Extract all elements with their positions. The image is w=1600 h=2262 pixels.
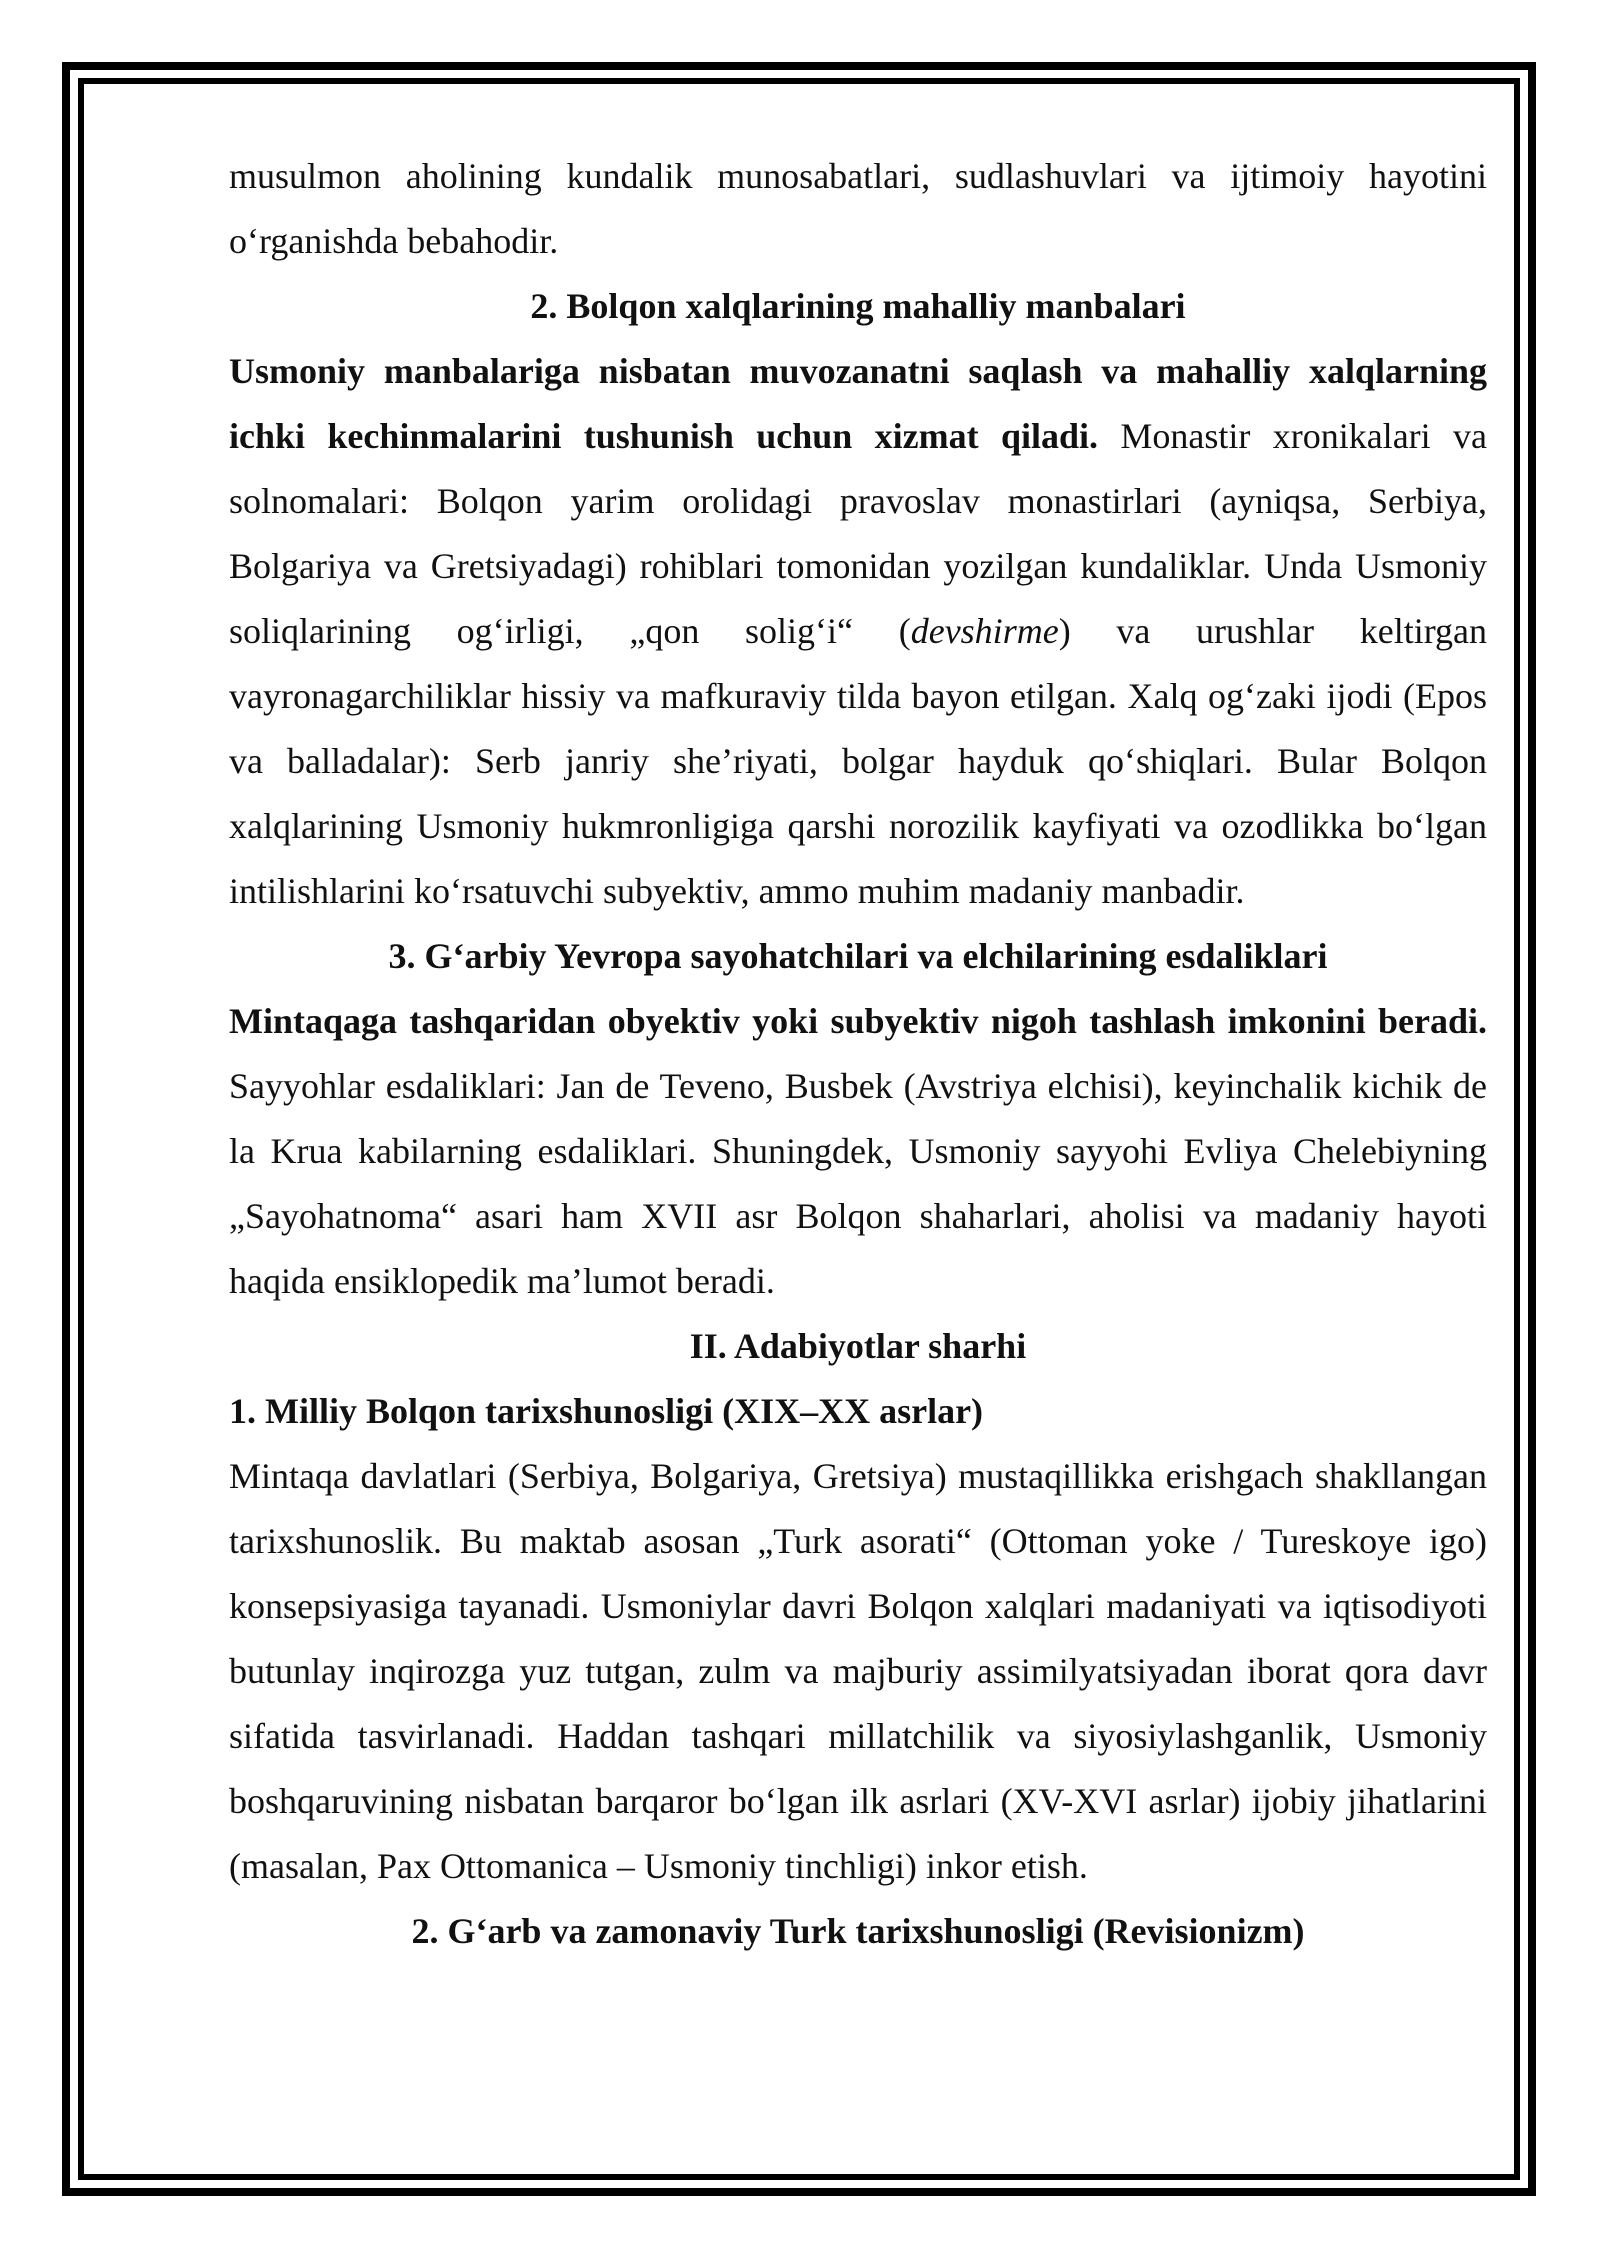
term-devshirme: devshirme — [910, 611, 1059, 651]
paragraph-intro: musulmon aholining kundalik munosabatlari, sudlashuvlari va ijtimoiy hayotini o‘rganishda bebahodir. — [229, 156, 1487, 261]
paragraph-national-historiography: Mintaqa davlatlari (Serbiya, Bolgariya, Gretsiya) mustaqillikka erishgach shakllangan tarixshunoslik. Bu maktab asosan „Turk asorati“ (Ottoman yoke / Tureskoye igo) konsepsiyasiga tayanadi. Usmoniylar davri Bolqon xalqlari madaniyati va iqtisodiyoti butunlay inqirozga yuz tutgan, zulm va majburiy assimilyatsiyadan iborat qora davr sifatida tasvirlanadi. Haddan tashqari millatchilik va siyosiylashganlik, Usmoniy boshqaruvining nisbatan barqaror bo‘lgan ilk asrlari (XV-XVI asrlar) ijobiy jihatlarini (masalan, Pax Ottomanica – Usmoniy tinchligi) inkor etish. — [229, 1456, 1487, 1886]
section-heading-western-historiography: 2. G‘arb va zamonaviy Turk tarixshunosligi (Revisionizm) — [411, 1911, 1305, 1951]
paragraph-local-sources-text-a: Monastir xronikalari va solnomalari: Bolqon yarim orolidagi pravoslav monastirlari (ayniqsa, Serbiya, Bolgariya va Gretsiyadagi) rohiblari tomonidan yozilgan kundaliklar. Unda Usmoniy soliqlarining og‘irligi, „qon solig‘i“ ( — [229, 416, 1487, 651]
section-heading-national-historiography: 1. Milliy Bolqon tarixshunosligi (XIX–XX asrlar) — [229, 1391, 984, 1431]
paragraph-travelers-lead: Mintaqaga tashqaridan obyektiv yoki subyektiv nigoh tashlash imkonini beradi. — [229, 1001, 1487, 1041]
paragraph-travelers — [229, 989, 1487, 1314]
paragraph-travelers-text: Sayyohlar esdaliklari: Jan de Teveno, Busbek (Avstriya elchisi), keyinchalik kichik de la Krua kabilarning esdaliklari. Shuningdek, Usmoniy sayyohi Evliya Chelebiyning „Sayohatnoma“ asari ham XVII asr Bolqon shaharlari, aholisi va madaniy hayoti haqida ensiklopedik ma’lumot beradi. — [229, 1066, 1487, 1301]
section-heading-local-sources: 2. Bolqon xalqlarining mahalliy manbalari — [530, 286, 1186, 326]
document-body — [229, 144, 1487, 1964]
section-heading-travelers: 3. G‘arbiy Yevropa sayohatchilari va elchilarining esdaliklari — [388, 936, 1328, 976]
paragraph-local-sources-lead: Usmoniy manbalariga nisbatan muvozanatni saqlash va mahalliy xalqlarning ichki kechinmalarini tushunish uchun xizmat qiladi. — [229, 351, 1487, 456]
chapter-heading-literature-review: II. Adabiyotlar sharhi — [689, 1326, 1027, 1366]
paragraph-local-sources — [229, 339, 1487, 924]
paragraph-local-sources-text-b: ) va urushlar keltirgan vayronagarchiliklar hissiy va mafkuraviy tilda bayon etilgan. Xalq og‘zaki ijodi (Epos va balladalar): Serb janriy she’riyati, bolgar hayduk qo‘shiqlari. Bular Bolqon xalqlarining Usmoniy hukmronligiga qarshi norozilik kayfiyati va ozodlikka bo‘lgan intilishlarini ko‘rsatuvchi subyektiv, ammo muhim madaniy manbadir. — [229, 611, 1488, 911]
